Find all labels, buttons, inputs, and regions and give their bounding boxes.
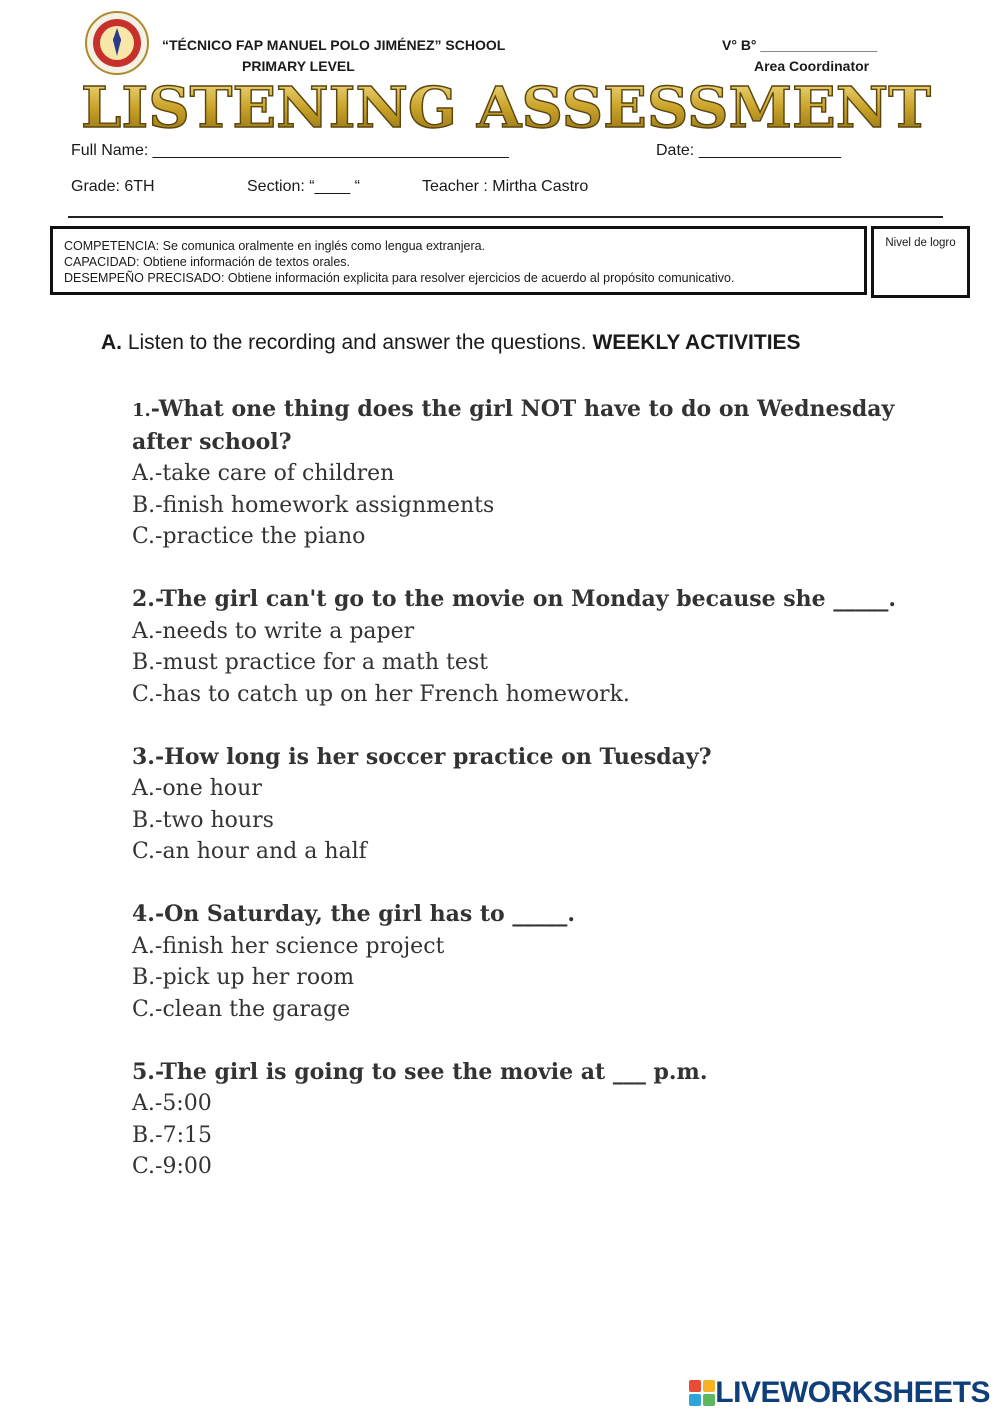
- question-2: [132, 584, 932, 710]
- questions-list: [132, 394, 932, 1214]
- instruction-topic: WEEKLY ACTIVITIES: [592, 331, 801, 354]
- question-number: 5.: [132, 1058, 155, 1085]
- question-number: 3.: [132, 743, 155, 770]
- competency-box: [50, 226, 867, 295]
- answer-option[interactable]: C.-9:00: [132, 1154, 212, 1179]
- desempeno-text: DESEMPEÑO PRECISADO: Obtiene información explicita para resolver ejercicios de acuerdo al propósito comunicativo.: [64, 271, 735, 285]
- question-number: 1.: [132, 400, 151, 421]
- answer-option[interactable]: B.-two hours: [132, 807, 274, 833]
- divider: [68, 216, 943, 218]
- achievement-level-box[interactable]: [871, 226, 970, 298]
- answer-option[interactable]: C.-practice the piano: [132, 524, 366, 549]
- answer-option[interactable]: C.-has to catch up on her French homework.: [132, 681, 630, 707]
- question-text: 5.-The girl is going to see the movie at ___ p.m.: [132, 1058, 708, 1085]
- school-logo: [82, 10, 152, 76]
- teacher-label: Teacher : Mirtha Castro: [422, 178, 589, 195]
- date-field[interactable]: Date: ________________: [656, 142, 842, 159]
- answer-option[interactable]: A.-one hour: [132, 776, 262, 801]
- full-name-field[interactable]: Full Name: ________________________________________: [71, 142, 509, 159]
- question-text: 4.-On Saturday, the girl has to _____.: [132, 901, 576, 927]
- competencia-text: COMPETENCIA: Se comunica oralmente en inglés como lengua extranjera.: [64, 239, 486, 253]
- question-3: [132, 742, 932, 868]
- section-field[interactable]: Section: “____ “: [247, 178, 360, 195]
- instruction-letter: A.: [101, 331, 122, 354]
- question-4: [132, 899, 932, 1025]
- page-title: LISTENING ASSESSMENT: [81, 78, 932, 138]
- answer-option[interactable]: B.-7:15: [132, 1122, 212, 1148]
- school-name: “TÉCNICO FAP MANUEL POLO JIMÉNEZ” SCHOOL: [162, 37, 506, 53]
- instruction: [101, 331, 801, 355]
- brand-text: LIVEWORKSHEETS: [715, 1376, 990, 1409]
- answer-option[interactable]: B.-finish homework assignments: [132, 492, 495, 518]
- answer-option[interactable]: C.-clean the garage: [132, 996, 351, 1022]
- school-level: PRIMARY LEVEL: [242, 58, 355, 74]
- question-number: 2.: [132, 586, 155, 612]
- question-5: [132, 1057, 932, 1183]
- liveworksheets-logo-icon: [689, 1380, 715, 1406]
- answer-option[interactable]: B.-must practice for a math test: [132, 650, 488, 675]
- question-number: 4.: [132, 901, 155, 927]
- question-text: 1.-What one thing does the girl NOT have to do on Wednesday after school?: [132, 396, 895, 455]
- achievement-level-label: Nivel de logro: [885, 237, 956, 249]
- answer-option[interactable]: A.-take care of children: [132, 461, 395, 486]
- question-1: [132, 394, 932, 553]
- coordinator-label: Area Coordinator: [754, 58, 870, 74]
- answer-option[interactable]: A.-needs to write a paper: [132, 618, 415, 644]
- answer-option[interactable]: A.-5:00: [132, 1091, 212, 1116]
- answer-option[interactable]: A.-finish her science project: [132, 933, 445, 959]
- capacidad-text: CAPACIDAD: Obtiene información de textos orales.: [64, 255, 351, 269]
- liveworksheets-brand[interactable]: [689, 1376, 990, 1409]
- answer-option[interactable]: B.-pick up her room: [132, 965, 355, 990]
- question-text: 3.-How long is her soccer practice on Tuesday?: [132, 743, 712, 770]
- title-banner: [78, 78, 934, 138]
- grade-label: Grade: 6TH: [71, 178, 155, 195]
- answer-option[interactable]: C.-an hour and a half: [132, 839, 367, 864]
- question-text: 2.-The girl can't go to the movie on Monday because she _____.: [132, 586, 896, 612]
- approval-field: V° B° _______________: [722, 37, 878, 53]
- instruction-text: Listen to the recording and answer the questions.: [122, 331, 593, 354]
